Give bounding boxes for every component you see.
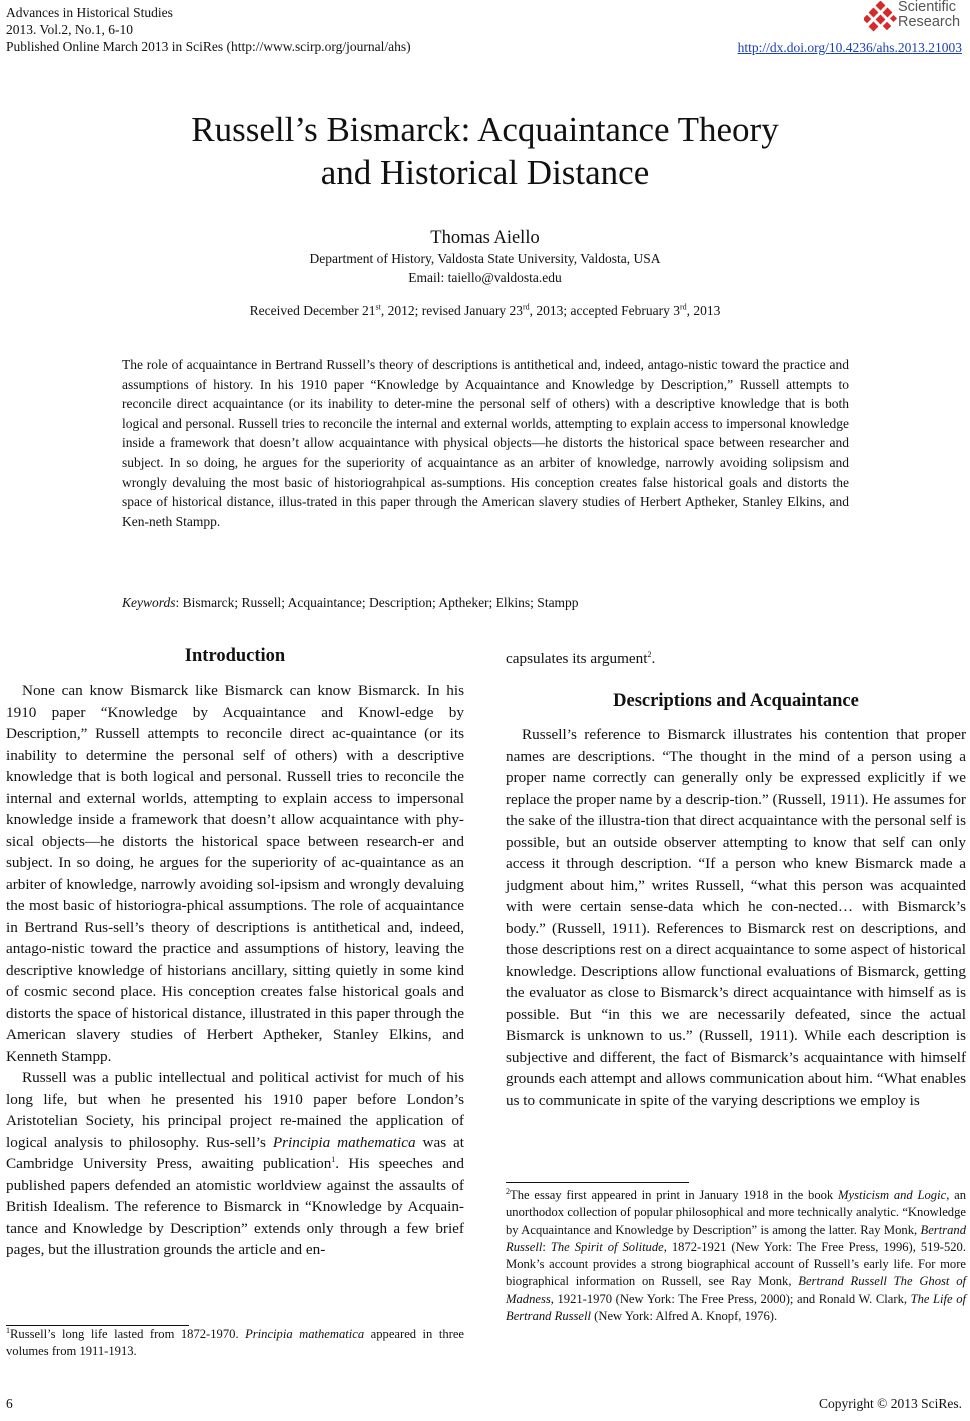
author-name: Thomas Aiello bbox=[430, 228, 540, 248]
intro-paragraph-2: Russell was a public intellectual and political activist for much of his long life, but when he presented his 1910 paper before London’s Aristotelian Society, his principal project re-mained the application of logical analysis to philosophy. Rus-sell’s Principia mathematica was at Cambridge University Press, awaiting publication$^1$. His speeches and published papers defended an atomistic worldview against the assaults of British Idealism. The reference to Bismarck in “Knowledge by Acquain-tance and Knowledge by Description” extends only through a few brief pages, but the illustration grounds the article and en- bbox=[6, 1069, 464, 1258]
paper-title: Russell’s Bismarck: Acquaintance Theory and Historical Distance bbox=[191, 110, 779, 192]
section-descriptions-body bbox=[506, 724, 966, 1111]
submission-dates: Received December 21st, 2012; revised January 23rd, 2013; accepted February 3rd, 2013 bbox=[249, 302, 721, 318]
intro-continuation: capsulates its argument$^2$. bbox=[506, 649, 656, 667]
descriptions-paragraph-1: Russell’s reference to Bismarck illustrates his contention that proper names are descriptions. “The thought in the mind of a person using a proper name correctly can generally only be expressed explicitly if we replace the proper name by a descrip-tion.” (Russell, 1911). He assumes for the sake of the illustra-tion that direct acquaintance with the personal self is possible, but an outside observer attempting to know that self can only access it through description. “If a person who knew Bismarck made a judgment about him,” writes Russell, “what this person was acquainted with were certain sense-data which he con-nected… with Bismarck’s body.” (Russell, 1911). References to Bismarck rest on descriptions, and those descriptions rest on a direct acquaintance to some aspect of historical knowledge. Descriptions allow functional evaluations of Bismarck, getting the evaluator as close to Bismarck’s direct acquaintance with himself as is possible. But “in this we are necessarily defeated, since the actual Bismarck is unknown to us.” (Russell, 1911). While each description is subjective and different, the fact of Bismarck’s acquaintance with himself grounds each attempt and allows communication about him. “What enables us to communicate in spite of the varying descriptions we employ is bbox=[506, 726, 966, 1109]
footnote-2: $^2$The essay first appeared in print in January 1918 in the book Mysticism and Logic, an unorthodox collection of popular philosophical and more technically analytic. “Knowledge by Acquaintance and Knowledge by Description” is among the latter. Ray Monk, Bertrand Russell: The Spirit of Solitude, 1872-1921 (New York: The Free Press, 1996), 519-520. Monk’s account provides a strong biographical account of Russell’s early life. For more biographical information on Russell, see Ray Monk, Bertrand Russell The Ghost of Madness, 1921-1970 (New York: The Free Press, 2000); and Ronald W. Clark, The Life of Bertrand Russell (New York: Alfred A. Knopf, 1976). bbox=[506, 1186, 967, 1324]
footnote-rule-right bbox=[506, 1182, 689, 1183]
intro-paragraph-1: None can know Bismarck like Bismarck can know Bismarck. In his 1910 paper “Knowledge by Acquaintance and Knowl-edge by Description,” Russell attempts to reconcile direct ac-quaintance (or its inability to determine the personal self of others) with a descriptive knowledge that is both logical and personal. Russell tries to reconcile the internal and external worlds, attempting to explain access to impersonal knowledge inside a framework that doesn’t allow acquaintance with phy-sical objects—he distorts the historical space between research-er and subject. In so doing, he argues for the superiority of ac-quaintance as an arbiter of knowledge, narrowly avoiding sol-ipsism and wrongly devaluing the most basic of historiogra-phical assumptions. The role of acquaintance in Bertrand Rus-sell’s theory of descriptions is antithetical and, indeed, antago-nistic toward the practice and assumptions of history, leaving the descriptive knowledge of historians ancillary, sitting quietly in some kind of cosmic second place. His conception creates false historical goals and distorts the space of historical distance, illustrated in this paper through the American slavery studies of Herbert Aptheker, Stanley Elkins, and Kenneth Stampp. bbox=[6, 682, 464, 1065]
scientific-research-logo bbox=[864, 0, 964, 36]
journal-name: Advances in Historical Studies bbox=[6, 5, 173, 20]
abstract: The role of acquaintance in Bertrand Russell’s theory of descriptions is antithetical and, indeed, antago-nistic toward the practice and assumptions of history. In his 1910 paper “Knowledge by Acquaintance and Knowledge by Description,” Russell attempts to reconcile direct acquaintance (or its inability to deter-mine the personal self of others) with a descriptive knowledge that is both logical and personal. Russell tries to reconcile the internal and external worlds, attempting to explain access to impersonal knowledge inside a framework that doesn’t allow acquaintance with physical objects—he distorts the historical space between researcher and subject. In so doing, he argues for the superiority of acquaintance as an arbiter of knowledge, narrowly avoiding solipsism and wrongly devaluing the most basic of historiograhpical as-sumptions. His conception creates false historical goals and distorts the space of historical distance, illus-trated in this paper through the American slavery studies of Herbert Aptheker, Stanley Elkins, and Ken-neth Stampp. bbox=[122, 357, 849, 529]
volume-pages: 2013. Vol.2, No.1, 6-10 bbox=[6, 22, 134, 37]
copyright-notice: Copyright © 2013 SciRes. bbox=[818, 1396, 962, 1411]
intro-body bbox=[6, 680, 464, 1261]
page-number: 6 bbox=[6, 1396, 13, 1411]
keywords-label: Keywords bbox=[122, 595, 176, 610]
keywords bbox=[122, 595, 849, 611]
logo-mark-icon bbox=[864, 1, 898, 35]
section-heading-descriptions: Descriptions and Acquaintance bbox=[613, 691, 859, 711]
doi-link[interactable]: http://dx.doi.org/10.4236/ahs.2013.21003 bbox=[737, 40, 962, 55]
intro-heading: Introduction bbox=[184, 646, 286, 666]
footnote-1: $^1$Russell’s long life lasted from 1872-1970. Principia mathematica appeared in three volumes from 1911-1913. bbox=[6, 1325, 464, 1359]
journal-header bbox=[6, 4, 411, 55]
affiliation: Department of History, Valdosta State University, Valdosta, USA bbox=[309, 251, 661, 266]
published-line: Published Online March 2013 in SciRes (http://www.scirp.org/journal/ahs) bbox=[6, 39, 411, 54]
logo-wordmark: Scientific Research bbox=[898, 0, 961, 30]
author-email[interactable]: Email: taiello@valdosta.edu bbox=[408, 270, 562, 285]
keywords-list: : Bismarck; Russell; Acquaintance; Description; Aptheker; Elkins; Stampp bbox=[175, 595, 579, 610]
author-affiliation bbox=[0, 249, 970, 287]
